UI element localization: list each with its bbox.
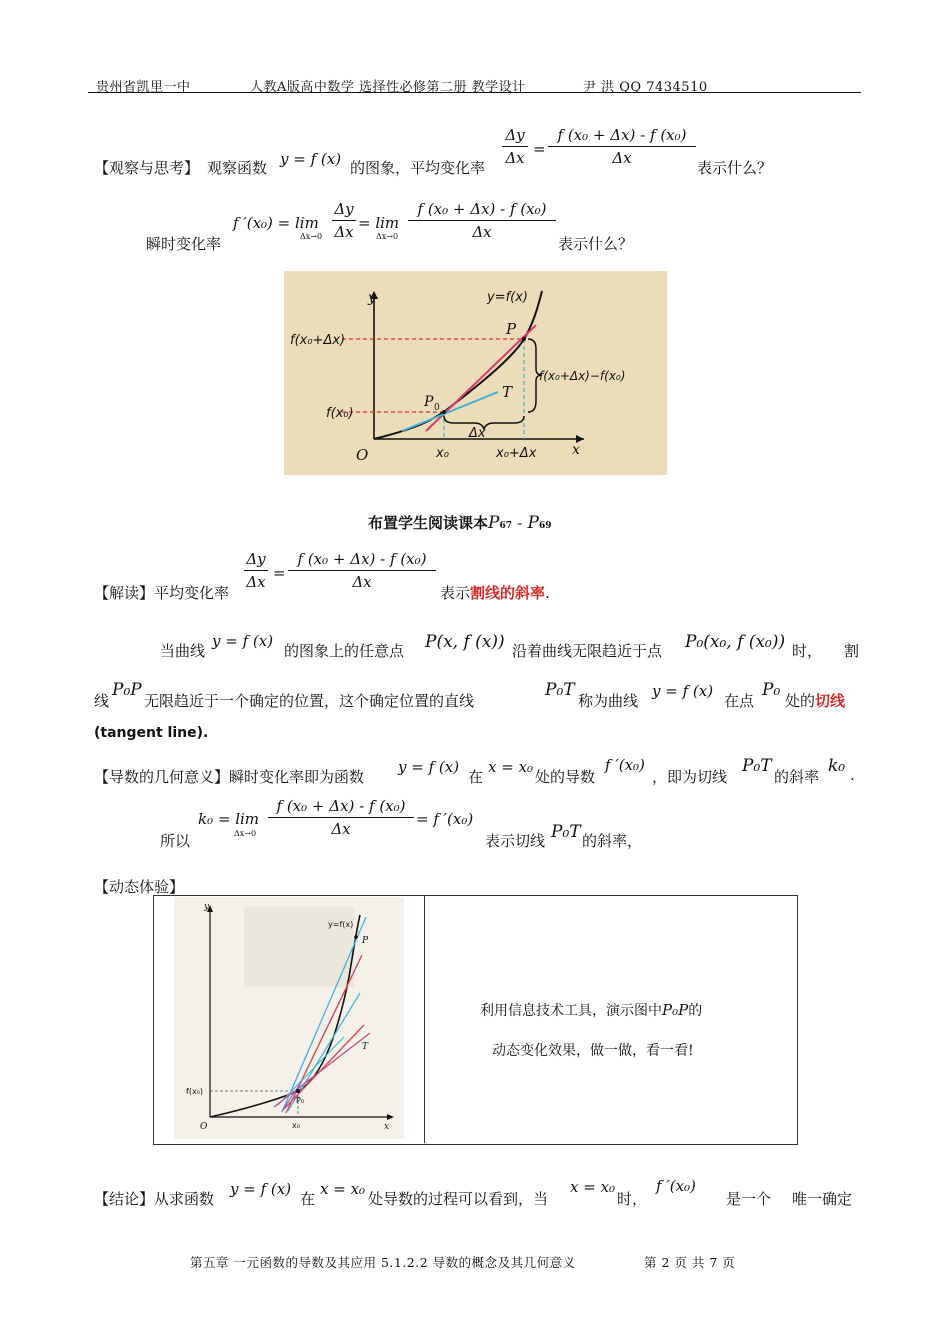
observe-frac: Δy Δx: [502, 126, 528, 167]
para-line1-d: 时，: [792, 642, 823, 660]
conclusion-xeq: x = x₀: [320, 1180, 366, 1198]
observe-eq: =: [533, 140, 546, 158]
geom-func: y = f (x): [398, 758, 460, 776]
instant-lead: 瞬时变化率: [146, 235, 222, 253]
geom-f: .: [850, 766, 855, 784]
footer-chapter: 第五章 一元函数的导数及其应用 5.1.2.2 导数的概念及其几何意义: [190, 1255, 576, 1270]
geom-deriv: f ′(x₀): [605, 756, 645, 774]
fig2-P: P: [362, 936, 369, 946]
explain-tag: 【解读】平均变化率: [94, 584, 230, 602]
fig1-fx0dx: f(x₀+Δx): [290, 333, 346, 348]
header-school: 贵州省凯里一中: [96, 80, 191, 95]
geom-tag: 【导数的几何意义】瞬时变化率即为函数: [94, 768, 365, 786]
para-line2-p0p: P₀P: [112, 680, 142, 700]
geom-p0t: P₀T: [742, 756, 772, 776]
para-line2-d: 在点: [724, 692, 755, 710]
fig2-origin: O: [200, 1122, 208, 1132]
so-p0t: P₀T: [551, 822, 581, 842]
header-author: 尹 洪 QQ 7434510: [583, 80, 708, 95]
instant-rhs-frac: f (x₀ + Δx) - f (x₀) Δx: [408, 200, 556, 241]
para-line2-b: 无限趋近于一个确定的位置，这个确定位置的直线: [144, 692, 475, 710]
conclusion-c: 处导数的过程可以看到，当: [368, 1190, 549, 1208]
instant-eq2: = lim: [358, 214, 400, 232]
para-line2-p0: P₀: [762, 680, 781, 700]
so-rhs: = f ′(x₀): [416, 810, 474, 828]
fig2-x-label: x: [384, 1122, 390, 1132]
dynamic-table-divider: [424, 895, 425, 1143]
so-lim-sub: Δx→0: [234, 829, 257, 838]
conclusion-f: 唯一确定: [792, 1190, 853, 1208]
para-line2-c: 称为曲线: [578, 692, 639, 710]
observe-mid: 的图象，平均变化率: [350, 159, 486, 177]
instant-formula-left: f ′(x₀) = lim: [233, 214, 319, 232]
footer-page: 第 2 页 共 7 页: [644, 1255, 736, 1270]
geom-e: 的斜率: [774, 768, 820, 786]
fig1-dx: Δx: [469, 426, 486, 441]
para-line1-a: 当曲线: [160, 642, 206, 660]
fig1-P0: P: [424, 394, 434, 410]
para-line1-e: 割: [844, 642, 860, 660]
fig2-x0: x₀: [292, 1121, 300, 1130]
fig1-x0: x₀: [436, 446, 449, 461]
conclusion-e: 是一个: [726, 1190, 772, 1208]
para-line1-func: y = f (x): [212, 632, 274, 650]
para-line1-b: 的图象上的任意点: [284, 642, 405, 660]
conclusion-xeq2: x = x₀: [570, 1178, 616, 1196]
dynamic-right-line2: 动态变化效果，做一做，看一看!: [492, 1043, 694, 1059]
explain-frac: Δy Δx: [244, 550, 268, 591]
geom-k0: k₀: [828, 756, 846, 776]
para-line1-point: P(x, f (x)): [425, 632, 505, 652]
header-rule: [88, 92, 861, 93]
dynamic-tag: 【动态体验】: [94, 878, 185, 896]
fig1-T: T: [502, 383, 513, 401]
para-line2-p0t: P₀T: [545, 680, 575, 700]
para-line2-e: 处的切线: [785, 692, 846, 710]
instant-lim-sub2: Δx→0: [376, 232, 399, 241]
para-line2-a: 线: [94, 692, 110, 710]
fig1-P0-sub: 0: [434, 403, 440, 413]
fig2-T: T: [362, 1042, 369, 1052]
so-a: 表示切线: [485, 832, 546, 850]
fig1-origin: O: [356, 446, 369, 464]
so-formula-left: k₀ = lim: [198, 810, 260, 828]
explain-rhs-frac: f (x₀ + Δx) - f (x₀) Δx: [288, 550, 436, 591]
observe-tag: 【观察与思考】: [94, 159, 200, 177]
secant-tangent-figure: [284, 271, 667, 475]
so-frac: f (x₀ + Δx) - f (x₀) Δx: [268, 797, 414, 838]
conclusion-func: y = f (x): [230, 1180, 292, 1198]
instant-lim-sub: Δx→0: [300, 232, 323, 241]
para-line3: (tangent line).: [94, 725, 209, 741]
geom-xeq: x = x₀: [488, 758, 534, 776]
explain-tail: 表示割线的斜率.: [440, 584, 550, 602]
geom-d: ，即为切线: [652, 768, 728, 786]
fig2-curve-label: y=f(x): [328, 920, 354, 929]
reading-title: 布置学生阅读课本P67 - P69: [368, 513, 552, 533]
geom-b: 在: [468, 768, 484, 786]
so-b: 的斜率，: [582, 832, 643, 850]
fig1-diff: f(x₀+Δx)−f(x₀): [539, 369, 626, 383]
so-lead: 所以: [160, 832, 191, 850]
geom-c: 处的导数: [535, 768, 596, 786]
fig1-fx0: f(x₀): [326, 406, 354, 421]
observe-rhs-frac: f (x₀ + Δx) - f (x₀) Δx: [548, 126, 696, 167]
conclusion-tag: 【结论】从求函数: [94, 1190, 215, 1208]
fig1-y-label: y: [368, 290, 376, 306]
instant-tail: 表示什么？: [558, 235, 634, 253]
fig1-curve-label: y=f(x): [487, 290, 528, 305]
fig2-fx0: f(x₀): [186, 1087, 203, 1096]
para-line2-func: y = f (x): [652, 682, 714, 700]
conclusion-deriv: f ′(x₀): [656, 1177, 696, 1195]
fig2-P0: P₀: [296, 1096, 305, 1105]
instant-frac: Δy Δx: [332, 200, 356, 241]
para-line1-c: 沿着曲线无限趋近于点: [512, 642, 663, 660]
fig1-P: P: [506, 320, 517, 338]
conclusion-b: 在: [300, 1190, 316, 1208]
conclusion-d: 时，: [617, 1190, 648, 1208]
para-line1-p0: P₀(x₀, f (x₀)): [685, 632, 786, 652]
dynamic-right-line1: 利用信息技术工具，演示图中P₀P的: [480, 1001, 703, 1019]
header-book: 人教A版高中数学 选择性必修第二册 教学设计: [250, 80, 526, 95]
observe-func: y = f (x): [280, 150, 342, 168]
fig1-x0dx: x₀+Δx: [496, 446, 537, 461]
observe-tail: 表示什么？: [697, 159, 773, 177]
explain-eq: =: [273, 564, 286, 582]
fig1-x-label: x: [572, 442, 580, 458]
dynamic-figure: [174, 897, 404, 1139]
observe-lead: 观察函数: [207, 159, 268, 177]
fig2-y-label: y: [204, 902, 210, 912]
